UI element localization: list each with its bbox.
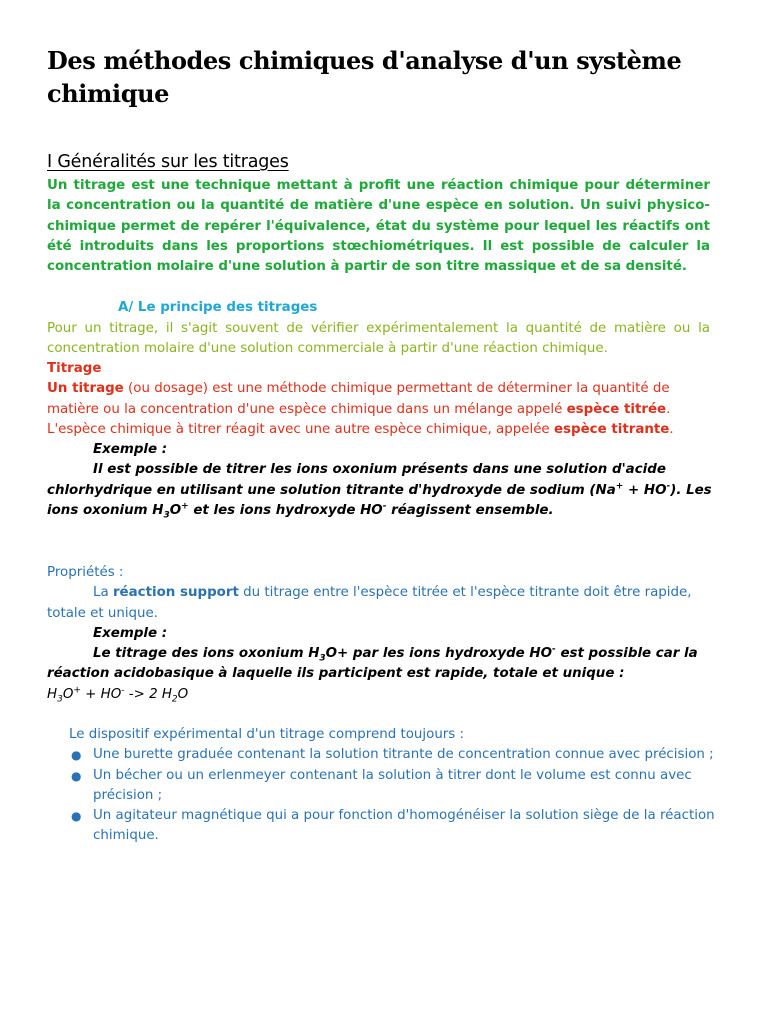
list-item [47,806,727,847]
properties-label: Propriétés : [47,565,124,580]
eq-4: -> 2 H [124,686,172,702]
def-bold-titrante: espèce titrante [553,421,670,437]
device-list [47,725,727,847]
example-text-1d: O [169,503,182,519]
list-item-text: Un agitateur magnétique qui a pour fonction d'homogénéiser la solution siège de la réaction chimique. [93,808,715,844]
sup-minus: - [666,481,671,492]
sub-3: 3 [57,694,63,705]
section-heading-generalites [47,150,289,174]
device-intro: Le dispositif expérimental d'un titrage comprend toujours : [69,727,465,742]
reaction-equation [47,685,717,705]
properties-text-2: du titrage entre l'espèce titrée et l'espèce titrante doit être rapide, totale et unique. [47,585,692,621]
bullet-icon: ● [71,809,82,824]
def-text-2: . L'espèce chimique à titrer réagit avec une autre espèce chimique, appelée [47,401,671,437]
sup-plus: + [73,685,81,696]
example-text-1a: Il est possible de titrer les ions oxonium présents dans une solution d'acide chlorhydrique en utilisant une solution titrante d'hydroxyde de sodium (Na [47,462,666,498]
list-item-text: Une burette graduée contenant la solution titrante de concentration connue avec précision ; [93,747,714,763]
example-text-1b: + HO [623,482,667,498]
sup-minus: - [382,501,387,512]
titrage-definition-block [47,359,717,521]
example-text-2 [47,644,717,685]
example-label-2: Exemple : [93,625,168,641]
sub-2: 2 [171,694,178,705]
def-text-3: . [669,421,674,437]
bullet-icon: ● [71,768,82,783]
section-intro-paragraph: Un titrage est une technique mettant à profit une réaction chimique pour déterminer la concentration ou la quantité de matière d'une espèce en solution. Un suivi physico-chimique permet de repérer l'équivalence, état du système pour lequel les réactifs ont été introduits dans les proportions stœchiométriques. Il est possible de calculer la concentration molaire d'une solution à partir de son titre massique et de sa densité. [47,178,710,275]
example-text-1e: et les ions hydroxyde HO [188,503,383,519]
eq-5: O [177,686,189,702]
properties-text [47,583,717,624]
example-text-1 [47,460,717,521]
def-text-1: (ou dosage) est une méthode chimique permettant de déterminer la quantité de matière ou la concentration d'une espèce chimique dans un mélange appelé [47,381,670,417]
sup-minus: - [552,644,556,655]
example-text-2c: est possible car la réaction acidobasique à laquelle ils participent est rapide, totale et unique : [47,646,698,682]
page-title: Des méthodes chimiques d'analyse d'un système chimique [47,46,682,108]
example-text-1f: réagissent ensemble. [386,503,554,519]
properties-bold: réaction support [112,585,239,601]
def-bold-titrage: Un titrage [47,381,124,397]
bullet-icon: ● [71,748,82,763]
sup-minus: - [121,685,125,696]
sup-plus: + [181,501,189,512]
sub-3: 3 [319,653,326,664]
example-label-1: Exemple : [93,442,168,458]
list-item [47,766,727,807]
list-item [47,745,727,765]
titrage-definition [47,379,717,440]
subsection-heading-principe: A/ Le principe des titrages [118,300,318,315]
titrage-label: Titrage [47,361,102,376]
eq-3: + HO [80,686,122,702]
eq-2: O [62,686,74,702]
eq-1: H [47,686,58,702]
sup-plus: + [615,481,624,492]
properties-block [47,563,717,705]
sub-3: 3 [163,510,170,521]
section-heading-text: I Généralités sur les titrages [47,152,289,172]
def-bold-titree: espèce titrée [566,401,667,417]
example-text-2a: Le titrage des ions oxonium H [93,646,320,662]
list-item-text: Un bécher ou un erlenmeyer contenant la solution à titrer dont le volume est connu avec précision ; [93,767,692,803]
example-text-2b: O+ par les ions hydroxyde HO [325,646,553,662]
principe-intro-paragraph: Pour un titrage, il s'agit souvent de vérifier expérimentalement la quantité de matière ou la concentration molaire d'une solution commerciale à partir d'une réaction chimique. [47,321,710,357]
example-text-1c: ). Les ions oxonium H [47,482,712,519]
properties-text-1: La [93,585,113,601]
